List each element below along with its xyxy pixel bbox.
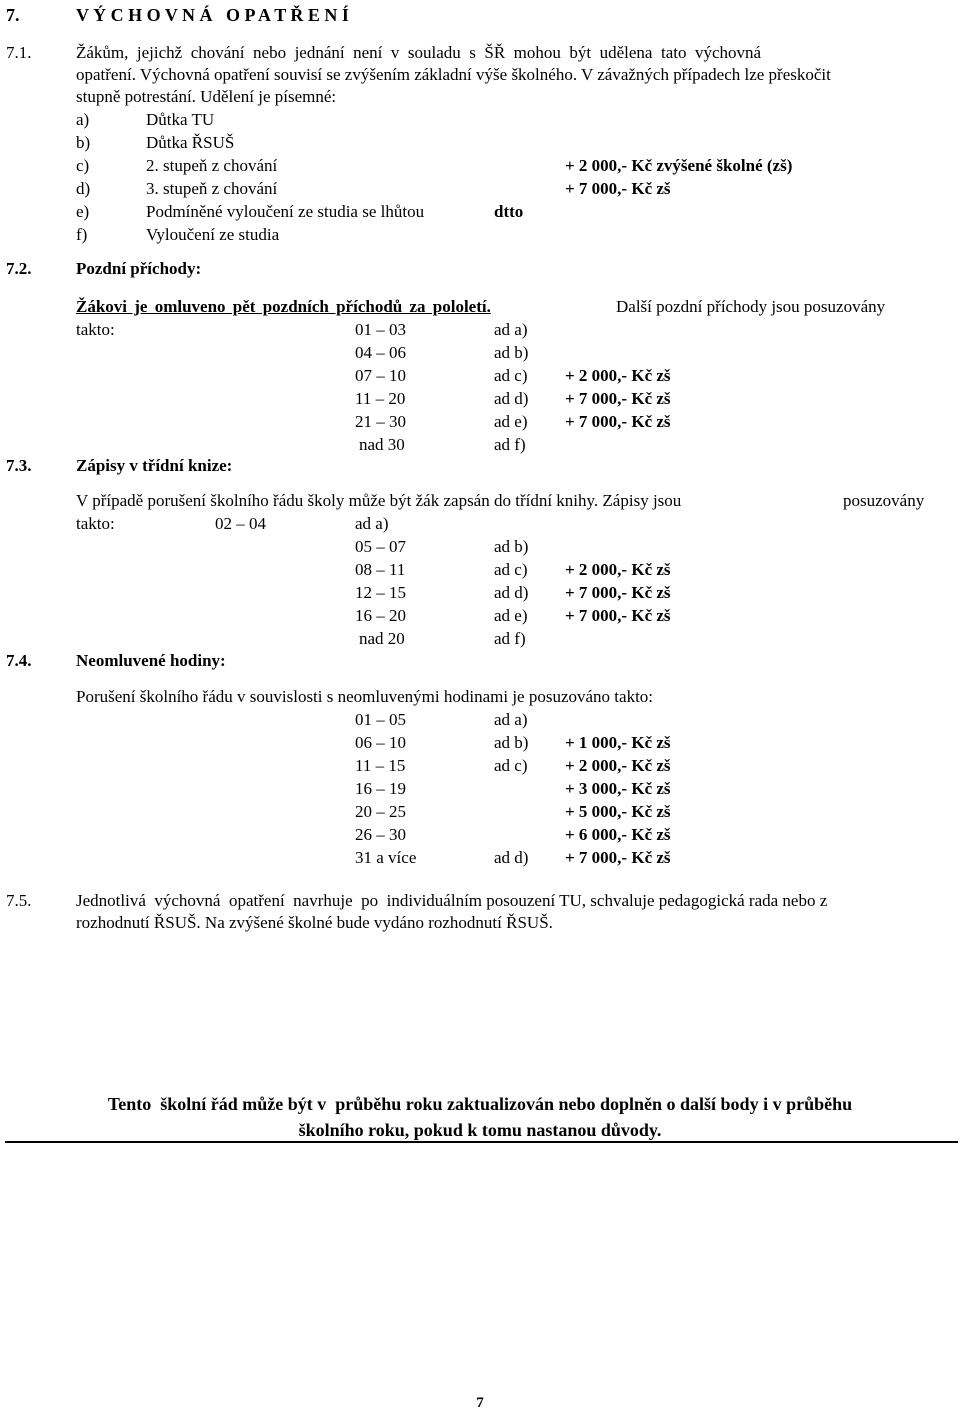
subsection-heading: Neomluvené hodiny: — [76, 651, 226, 670]
range-cell: 05 – 07 — [355, 537, 406, 556]
fee-cell: + 5 000,- Kč zš — [565, 802, 671, 821]
paragraph-line: takto: — [76, 514, 115, 533]
section-number: 7. — [6, 5, 20, 25]
fee-text: + 2 000,- Kč zvýšené školné (zš) — [565, 156, 793, 175]
list-item: Důtka TU — [146, 110, 215, 129]
paragraph-emphasis: Žákovi je omluveno pět pozdních příchodů za pololetí. — [76, 297, 491, 316]
paragraph-line: posuzovány — [843, 491, 925, 510]
paragraph-line: opatření. Výchovná opatření souvisí se zvýšením základní výše školného. V závažných případech lze přeskočit — [76, 65, 831, 84]
fee-cell: + 2 000,- Kč zš — [565, 366, 671, 385]
range-cell: 16 – 20 — [355, 606, 406, 625]
fee-cell: + 6 000,- Kč zš — [565, 825, 671, 844]
paragraph-line: Porušení školního řádu v souvislosti s neomluvenými hodinami je posuzováno takto: — [76, 687, 654, 706]
fee-text: + 7 000,- Kč zš — [565, 179, 671, 198]
range-cell: 31 a více — [355, 848, 417, 867]
range-cell: 12 – 15 — [355, 583, 406, 602]
ad-cell: ad c) — [494, 756, 528, 775]
range-cell: 01 – 03 — [355, 320, 406, 339]
list-letter: a) — [76, 110, 90, 129]
range-cell: 07 – 10 — [355, 366, 406, 385]
list-item: Vyloučení ze studia — [146, 225, 280, 244]
fee-cell: + 1 000,- Kč zš — [565, 733, 671, 752]
range-cell: nad 20 — [359, 629, 405, 648]
divider-line — [5, 1141, 958, 1143]
subsection-number: 7.1. — [6, 43, 32, 62]
subsection-number: 7.4. — [6, 651, 32, 670]
fee-cell: + 3 000,- Kč zš — [565, 779, 671, 798]
list-letter: c) — [76, 156, 90, 175]
page-title: V Ý C H O V N Á O P A T Ř E N Í — [76, 5, 349, 25]
fee-cell: + 7 000,- Kč zš — [565, 389, 671, 408]
ad-cell: ad b) — [494, 343, 529, 362]
range-cell: 02 – 04 — [215, 514, 266, 533]
subsection-heading: Zápisy v třídní knize: — [76, 456, 233, 475]
ad-cell: ad f) — [494, 435, 526, 454]
range-cell: nad 30 — [359, 435, 405, 454]
ad-cell: ad e) — [494, 606, 528, 625]
paragraph-line: Další pozdní příchody jsou posuzovány — [616, 297, 886, 316]
range-cell: 11 – 20 — [355, 389, 406, 408]
ad-cell: ad b) — [494, 733, 529, 752]
ad-cell: ad d) — [494, 389, 529, 408]
range-cell: 06 – 10 — [355, 733, 406, 752]
ad-cell: ad d) — [494, 583, 529, 602]
list-letter: b) — [76, 133, 91, 152]
paragraph-line: Jednotlivá výchovná opatření navrhuje po individuálním posouzení TU, schvaluje pedagogická rada nebo z — [76, 891, 828, 910]
list-item: Podmíněné vyloučení ze studia se lhůtou — [146, 202, 425, 221]
ad-cell: ad b) — [494, 537, 529, 556]
fee-cell: + 7 000,- Kč zš — [565, 606, 671, 625]
list-item: 3. stupeň z chování — [146, 179, 278, 198]
ad-cell: ad d) — [494, 848, 529, 867]
subsection-number: 7.2. — [6, 259, 32, 278]
paragraph-line: rozhodnutí ŘSUŠ. Na zvýšené školné bude vydáno rozhodnutí ŘSUŠ. — [76, 913, 553, 932]
ad-cell: ad a) — [494, 710, 528, 729]
range-cell: 08 – 11 — [355, 560, 406, 579]
paragraph-line: takto: — [76, 320, 115, 339]
paragraph-line: Žákům, jejichž chování nebo jednání není v souladu s ŠŘ mohou být udělena tato výchovná — [76, 43, 762, 62]
fee-cell: + 7 000,- Kč zš — [565, 412, 671, 431]
ad-cell: ad c) — [494, 560, 528, 579]
subsection-number: 7.3. — [6, 456, 32, 475]
range-cell: 16 – 19 — [355, 779, 406, 798]
range-cell: 26 – 30 — [355, 825, 406, 844]
subsection-number: 7.5. — [6, 891, 32, 910]
range-cell: 11 – 15 — [355, 756, 406, 775]
fee-cell: + 2 000,- Kč zš — [565, 756, 671, 775]
fee-text: dtto — [494, 202, 524, 221]
list-item: Důtka ŘSUŠ — [146, 133, 235, 152]
fee-cell: + 2 000,- Kč zš — [565, 560, 671, 579]
list-letter: d) — [76, 179, 91, 198]
fee-cell: + 7 000,- Kč zš — [565, 848, 671, 867]
page-number: 7 — [476, 1395, 484, 1411]
ad-cell: ad f) — [494, 629, 526, 648]
list-item: 2. stupeň z chování — [146, 156, 278, 175]
range-cell: 04 – 06 — [355, 343, 406, 362]
ad-cell: ad a) — [494, 320, 528, 339]
paragraph-line: stupně potrestání. Udělení je písemné: — [76, 87, 337, 106]
fee-cell: + 7 000,- Kč zš — [565, 583, 671, 602]
paragraph-line: V případě porušení školního řádu školy může být žák zapsán do třídní knihy. Zápisy jsou — [76, 491, 682, 510]
list-letter: e) — [76, 202, 90, 221]
ad-cell: ad c) — [494, 366, 528, 385]
closing-note: Tento školní řád může být v průběhu roku zaktualizován nebo doplněn o další body i v průběhu — [107, 1094, 853, 1114]
list-letter: f) — [76, 225, 88, 244]
ad-cell: ad a) — [355, 514, 389, 533]
range-cell: 21 – 30 — [355, 412, 406, 431]
ad-cell: ad e) — [494, 412, 528, 431]
range-cell: 01 – 05 — [355, 710, 406, 729]
subsection-heading: Pozdní příchody: — [76, 259, 202, 278]
range-cell: 20 – 25 — [355, 802, 406, 821]
closing-note: školního roku, pokud k tomu nastanou důvody. — [298, 1120, 662, 1140]
